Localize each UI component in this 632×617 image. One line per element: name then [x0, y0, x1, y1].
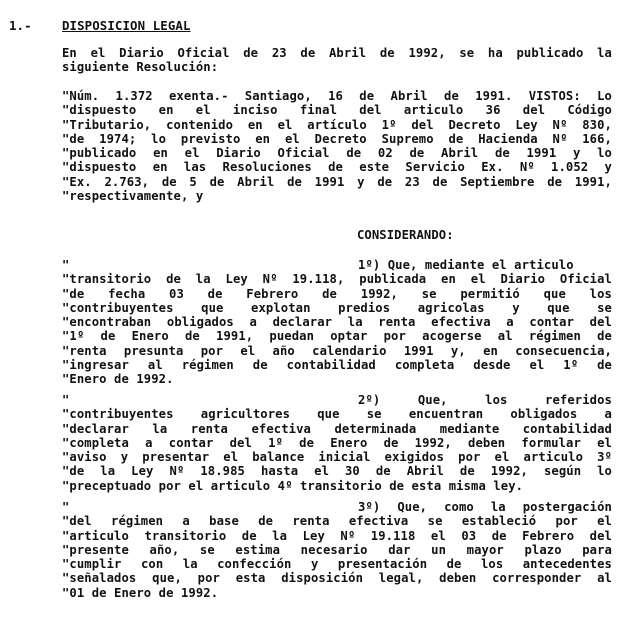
text-line: "respectivamente, y: [62, 189, 204, 204]
paragraph-opening-text: 1º) Que, mediante el articulo: [358, 258, 574, 272]
text-line: "contribuyentes que explotan predios agricolas y que se: [62, 300, 612, 315]
text-line: "del régimen a base de renta efectiva se estableció por el: [62, 514, 612, 529]
text-line: "ingresar al régimen de contabilidad completa desde el 1º de: [62, 358, 612, 373]
section-number: 1.-: [9, 18, 32, 33]
text-line: "preceptuado por el articulo 4º transitorio de esta misma ley.: [62, 478, 524, 493]
text-line: [62, 393, 612, 407]
text-line: "1º de Enero de 1991, puedan optar por acogerse al régimen de: [62, 329, 612, 344]
text-line: "dispuesto en las Resoluciones de este Servicio Ex. Nº 1.052 y: [62, 160, 612, 175]
paragraph-opening-text: 2º) Que, los referidos: [358, 393, 612, 407]
text-line: "renta presunta por el año calendario 1991 y, en consecuencia,: [62, 343, 612, 358]
opening-quote: ": [62, 393, 70, 407]
text-line: "Núm. 1.372 exenta.- Santiago, 16 de Abril de 1991. VISTOS: Lo: [62, 89, 612, 103]
text-line: En el Diario Oficial de 23 de Abril de 1992, se ha publicado la: [62, 46, 612, 60]
text-line: "aviso y presentar el balance inicial exigidos por el articulo 3º: [62, 450, 612, 465]
considerando-paragraph-3: [62, 500, 612, 600]
text-line: "01 de Enero de 1992.: [62, 585, 219, 600]
paragraph-opening-text: 3º) Que, como la postergación: [358, 500, 612, 514]
text-line: "completa a contar del 1º de Enero de 1992, deben formular el: [62, 435, 612, 450]
text-line: "presente año, se estima necesario dar un mayor plazo para: [62, 542, 612, 557]
text-line: "de fecha 03 de Febrero de 1992, se permitió que los: [62, 286, 612, 301]
opening-quote: ": [62, 500, 70, 514]
text-line: [62, 258, 612, 272]
section-title: DISPOSICION LEGAL: [62, 18, 191, 33]
text-line: "declarar la renta efectiva determinada mediante contabilidad: [62, 421, 612, 436]
text-line: "publicado en el Diario Oficial de 02 de Abril de 1991 y lo: [62, 146, 612, 161]
text-line: "de 1974; lo previsto en el Decreto Supremo de Hacienda Nº 166,: [62, 131, 612, 146]
text-line: "de la Ley Nº 18.985 hasta el 30 de Abril de 1992, según lo: [62, 464, 612, 479]
text-line: "dispuesto en el inciso final del articulo 36 del Código: [62, 103, 612, 118]
text-line: "encontraban obligados a declarar la renta efectiva a contar del: [62, 315, 612, 330]
text-line: [62, 500, 612, 514]
intro-paragraph: [62, 46, 612, 75]
text-line: "transitorio de la Ley Nº 19.118, publicada en el Diario Oficial: [62, 272, 612, 287]
opening-quote: ": [62, 258, 70, 272]
text-line: siguiente Resolución:: [62, 60, 219, 75]
text-line: "Tributario, contenido en el artículo 1º del Decreto Ley Nº 830,: [62, 117, 612, 132]
text-line: "Ex. 2.763, de 5 de Abril de 1991 y de 23 de Septiembre de 1991,: [62, 174, 612, 189]
considerando-paragraph-1: [62, 258, 612, 387]
considerando-heading: CONSIDERANDO:: [357, 228, 454, 242]
text-line: "cumplir con la confección y presentación de los antecedentes: [62, 557, 612, 572]
text-line: "articulo transitorio de la Ley Nº 19.118 el 03 de Febrero del: [62, 528, 612, 543]
text-line: "señalados que, por esta disposición legal, deben corresponder al: [62, 571, 612, 586]
text-line: "Enero de 1992.: [62, 372, 174, 387]
resolution-paragraph: [62, 89, 612, 203]
considerando-paragraph-2: [62, 393, 612, 493]
text-line: "contribuyentes agricultores que se encuentran obligados a: [62, 407, 612, 422]
